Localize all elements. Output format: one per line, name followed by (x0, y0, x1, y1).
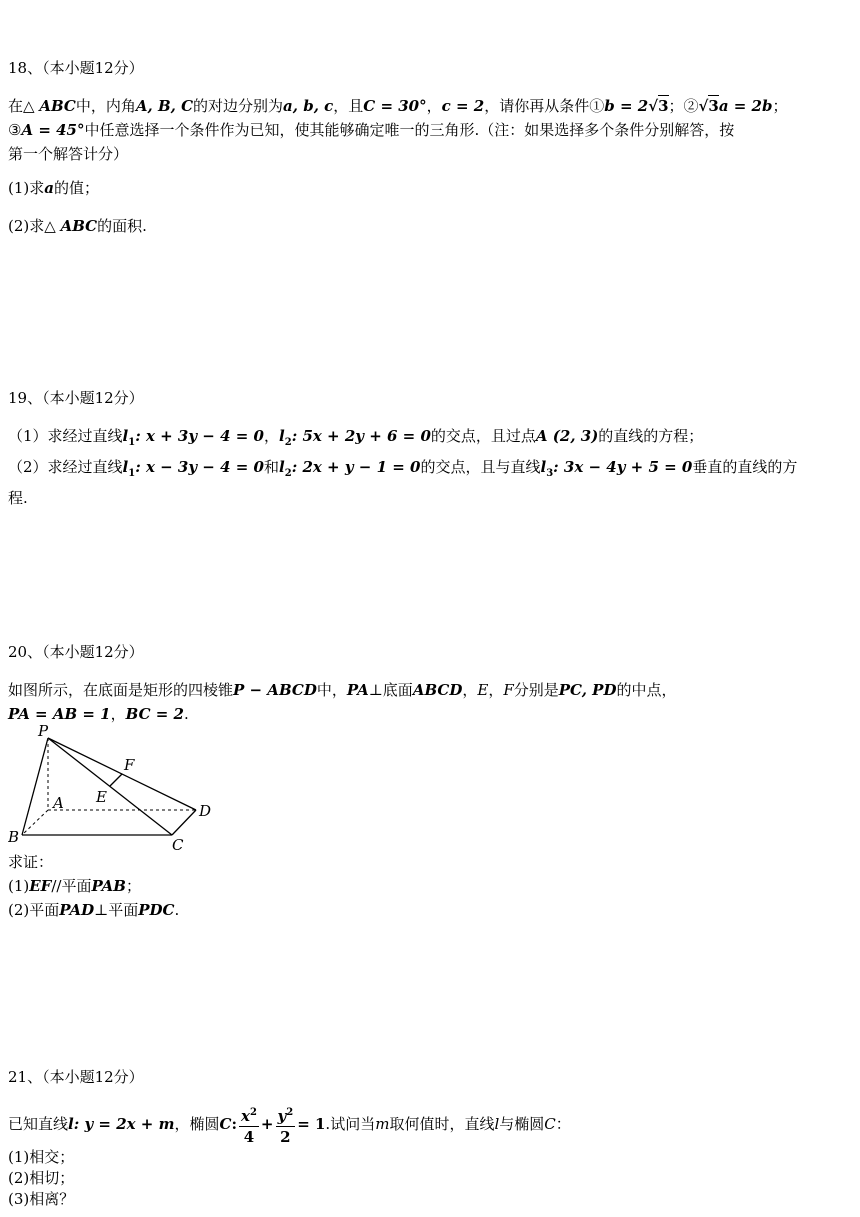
text: ； (125, 877, 141, 895)
edge-pc (48, 738, 172, 835)
question-19-body (8, 424, 848, 510)
math-line: l (279, 427, 285, 445)
text: 在△ (8, 97, 40, 115)
math-var: a (44, 179, 54, 197)
text: //平面 (51, 877, 92, 895)
math-segments: PC, PD (558, 681, 617, 699)
math-eq: PA = AB = 1 (8, 705, 111, 723)
math-eq: : 5x + 2y + 6 = 0 (291, 427, 431, 445)
text: 和 (264, 458, 280, 476)
question-20 (8, 642, 848, 662)
math-line: l (122, 427, 129, 445)
math-triangle: ABC (39, 97, 76, 115)
text: 取何值时，直线 (389, 1115, 495, 1133)
prove-label: 求证： (8, 853, 54, 871)
math-plane: ABCD (412, 681, 463, 699)
text: 的对边分别为 (193, 97, 284, 115)
math-point: F (503, 681, 514, 699)
text: 与椭圆 (499, 1115, 545, 1133)
text: 的中点， (616, 681, 677, 699)
text: 的值； (53, 179, 99, 197)
math-eq: : x + 3y − 4 = 0 (135, 427, 264, 445)
question-18-header: 18、（本小题12分） (8, 59, 144, 77)
question-20-line-1 (8, 678, 848, 702)
question-20-part-1 (8, 874, 848, 898)
question-21-header: 21、（本小题12分） (8, 1068, 144, 1086)
text: . (183, 705, 189, 723)
math-angles: A, B, C (135, 97, 194, 115)
math-var: m (375, 1115, 390, 1133)
question-20-proof (8, 850, 848, 922)
math-sqrt: 3 (708, 97, 719, 115)
question-18 (8, 58, 848, 78)
text: 中， (316, 681, 347, 699)
question-18-line-3: 第一个解答计分） (8, 145, 129, 163)
subscript: 3 (546, 468, 554, 479)
text: (1) (8, 877, 30, 895)
label-d: D (199, 802, 212, 820)
text: ⊥平面 (94, 901, 139, 919)
text: .试问当 (325, 1115, 376, 1133)
text: 已知直线 (8, 1115, 69, 1133)
math-point: E (477, 681, 489, 699)
math-sides: a, b, c (283, 97, 334, 115)
text: （1）求经过直线 (8, 427, 123, 445)
label-e: E (96, 788, 107, 806)
math-eq: = 1 (297, 1115, 326, 1133)
question-19 (8, 388, 848, 408)
math-segment: PA (346, 681, 369, 699)
question-18-part-2 (8, 214, 848, 238)
text: (2)平面 (8, 901, 60, 919)
math-plane: PDC (138, 901, 175, 919)
question-20-part-2 (8, 898, 848, 922)
text: 中任意选择一个条件作为已知，使其能够确定唯一的三角形.（注：如果选择多个条件分别解答，按 (84, 121, 735, 139)
edge-pb (22, 738, 48, 835)
math-eq: : 2x + y − 1 = 0 (291, 458, 421, 476)
question-18-line-1: 在△ ABC中，内角A, B, C的对边分别为a, b, c，且C = 30°，c = 2，请你再从条件①b = 2√3；②√3a = 2b； (8, 97, 788, 115)
text: ； (772, 97, 788, 115)
text: 如图所示，在底面是矩形的四棱锥 (8, 681, 234, 699)
label-b: B (8, 828, 20, 846)
text: 的交点，且与直线 (420, 458, 541, 476)
math-angle-c: C = 30° (363, 97, 427, 115)
math-eq: : x − 3y − 4 = 0 (135, 458, 264, 476)
math-var: l (494, 1115, 500, 1133)
math-denominator: 4 (243, 1128, 255, 1146)
text: (1)求 (8, 179, 45, 197)
question-21-item-1: (1)相交； (8, 1148, 75, 1166)
math-plus: + (260, 1115, 274, 1133)
text: 垂直的直线的方 (692, 458, 798, 476)
math-triangle: ABC (60, 217, 98, 235)
question-21-line-1 (8, 1102, 848, 1147)
text: . (174, 901, 180, 919)
subscript: 1 (128, 437, 136, 448)
text: ③ (8, 121, 22, 139)
text: 的直线的方程； (598, 427, 704, 445)
question-21-item-2: (2)相切； (8, 1169, 75, 1187)
math-cond-2: a = 2b (718, 97, 773, 115)
text: 的面积. (97, 217, 147, 235)
edge-cd (172, 810, 196, 835)
text: : (231, 1115, 237, 1133)
question-19-header: 19、（本小题12分） (8, 389, 144, 407)
label-p: P (38, 722, 49, 740)
text: ： (555, 1115, 571, 1133)
text: （2）求经过直线 (8, 458, 123, 476)
label-a: A (53, 794, 64, 812)
text: ， (110, 705, 126, 723)
question-21 (8, 1067, 848, 1087)
math-eq: BC = 2 (125, 705, 184, 723)
text: ，请你再从条件① (484, 97, 605, 115)
math-var: x (241, 1107, 250, 1125)
superscript: 2 (249, 1107, 257, 1118)
question-18-part-1 (8, 176, 848, 200)
math-cond-3: A = 45° (21, 121, 85, 139)
math-eq: : y = 2x + m (73, 1115, 175, 1133)
math-ellipse: C (219, 1115, 232, 1133)
math-denominator: 2 (280, 1128, 291, 1146)
math-line: l (122, 458, 129, 476)
text: 分别是 (513, 681, 559, 699)
text: ⊥底面 (368, 681, 413, 699)
math-line: l (279, 458, 285, 476)
math-var: C (544, 1115, 556, 1133)
question-18-body (8, 94, 848, 166)
text: 中，内角 (75, 97, 136, 115)
pyramid-figure (8, 720, 223, 855)
superscript: 2 (286, 1107, 294, 1118)
math-plane: PAD (59, 901, 95, 919)
text: ；② (668, 97, 699, 115)
math-sqrt: 3 (658, 97, 669, 115)
text: ，且 (333, 97, 364, 115)
question-21-item-3: (3)相离？ (8, 1190, 75, 1208)
question-18-line-2 (8, 118, 848, 142)
text: ， (264, 427, 280, 445)
fraction-x2-4 (239, 1103, 259, 1147)
text: ， (488, 681, 504, 699)
subscript: 1 (128, 468, 136, 479)
math-eq: : 3x − 4y + 5 = 0 (553, 458, 693, 476)
math-line: l (540, 458, 547, 476)
question-19-line-3: 程. (8, 489, 28, 507)
math-pyramid: P − ABCD (233, 681, 317, 699)
subscript: 2 (284, 437, 292, 448)
text: (2)求△ (8, 217, 61, 235)
label-c: C (172, 836, 184, 854)
question-19-line-1 (8, 424, 848, 455)
math-cond-1: b = 2 (604, 97, 649, 115)
question-20-header: 20、（本小题12分） (8, 643, 144, 661)
question-19-line-2 (8, 455, 848, 486)
segment-ef (110, 774, 122, 786)
math-side-c: c = 2 (441, 97, 485, 115)
subscript: 2 (284, 468, 292, 479)
label-f: F (124, 756, 135, 774)
question-21-body (8, 1102, 848, 1210)
math-line: l (68, 1115, 74, 1133)
math-segment: EF (29, 877, 52, 895)
question-20-body (8, 678, 848, 726)
text: ， (426, 97, 442, 115)
text: 的交点，且过点 (430, 427, 536, 445)
math-var: y (277, 1107, 287, 1125)
text: ，椭圆 (174, 1115, 220, 1133)
text: ， (462, 681, 478, 699)
math-plane: PAB (91, 877, 126, 895)
math-point: A (2, 3) (535, 427, 599, 445)
fraction-y2-2 (276, 1103, 296, 1147)
